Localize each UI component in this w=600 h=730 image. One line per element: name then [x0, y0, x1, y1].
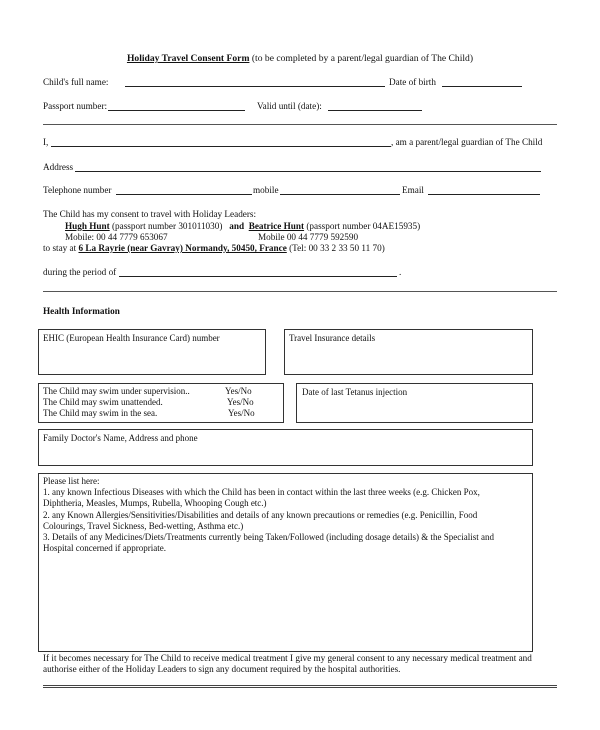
telephone-field[interactable] — [116, 194, 252, 195]
address-label: Address — [43, 162, 74, 172]
list-item-3a: 3. Details of any Medicines/Diets/Treatments currently being Taken/Followed (including dosage details) & the Specialist and — [43, 532, 495, 543]
email-label: Email — [402, 185, 424, 195]
stay-tel: (Tel: 00 33 2 33 50 11 70) — [289, 243, 385, 253]
medical-consent-text — [43, 653, 532, 675]
travel-insurance-label: Travel Insurance details — [289, 333, 376, 343]
mobile-field[interactable] — [280, 194, 400, 195]
passport-label: Passport number: — [43, 101, 108, 111]
leader2-mobile: Mobile 00 44 7779 592590 — [258, 232, 359, 242]
form-subtitle: (to be completed by a parent/legal guardian of The Child) — [251, 53, 474, 64]
stay-line — [43, 243, 385, 253]
period-field[interactable] — [119, 276, 397, 277]
ehic-label: EHIC (European Health Insurance Card) number — [43, 333, 220, 343]
swim-sea-label: The Child may swim in the sea. — [43, 408, 158, 419]
passport-field[interactable] — [108, 110, 245, 111]
valid-until-field[interactable] — [328, 110, 422, 111]
dob-label: Date of birth — [389, 77, 436, 87]
swim-labels — [43, 386, 190, 420]
leaders-line — [65, 221, 420, 231]
child-name-field[interactable] — [125, 86, 385, 87]
leader1-mobile: Mobile: 00 44 7779 653067 — [65, 232, 168, 242]
stay-address: 6 La Rayrie (near Gavray) Normandy, 50450, France — [78, 243, 287, 253]
address-field[interactable] — [75, 171, 541, 172]
ehic-box[interactable] — [38, 329, 266, 375]
list-item-2a: 2. any Known Allergies/Sensitivities/Disabilities and details of any known precautions or remedies (e.g. Penicillin, Food — [43, 509, 478, 520]
guardian-suffix: , am a parent/legal guardian of The Child — [391, 137, 543, 147]
form-title: Holiday Travel Consent Form — [126, 53, 250, 64]
leader1-name: Hugh Hunt — [65, 221, 110, 231]
list-item-1b: Diphtheria, Measles, Mumps, Rubella, Whooping Cough etc.) — [43, 498, 267, 509]
doctor-label: Family Doctor's Name, Address and phone — [43, 433, 198, 443]
stay-prefix: to stay at — [43, 243, 77, 253]
health-heading: Health Information — [43, 306, 120, 316]
tetanus-box[interactable] — [296, 383, 533, 423]
period-label: during the period of — [43, 267, 117, 277]
valid-until-label: Valid until (date): — [257, 101, 322, 111]
swim-box — [38, 383, 284, 423]
swim-supervision-yes-no[interactable]: Yes/No — [225, 386, 252, 396]
footer-divider — [43, 685, 557, 688]
travel-insurance-box[interactable] — [284, 329, 533, 375]
tetanus-label: Date of last Tetanus injection — [302, 387, 408, 397]
list-item-3b: Hospital concerned if appropriate. — [43, 543, 166, 554]
swim-sea-yes-no[interactable]: Yes/No — [228, 408, 255, 419]
consent-line: The Child has my consent to travel with Holiday Leaders: — [43, 209, 257, 219]
form-title-line — [0, 53, 600, 64]
medical-consent-line1: If it becomes necessary for The Child to receive medical treatment I give my general consent to any necessary medical treatment and — [43, 653, 532, 663]
swim-supervision-label: The Child may swim under supervision.. — [43, 386, 190, 396]
doctor-box[interactable] — [38, 429, 533, 466]
leader2-name: Beatrice Hunt — [248, 221, 305, 231]
guardian-name-field[interactable] — [51, 146, 391, 147]
list-heading: Please list here: — [43, 476, 100, 486]
child-name-label: Child's full name: — [43, 77, 109, 87]
section-divider — [43, 291, 557, 292]
list-item-1a: 1. any known Infectious Diseases with which the Child has been in contact within the last three weeks (e.g. Chicken Pox, — [43, 487, 480, 498]
medical-list-box[interactable] — [38, 473, 533, 652]
guardian-i-label: I, — [43, 137, 49, 147]
leader2-passport: (passport number 04AE15935) — [306, 221, 421, 231]
medical-list-text — [43, 476, 494, 554]
leader1-passport: (passport number 301011030) — [111, 221, 223, 231]
and-text: and — [229, 221, 245, 231]
period-end: . — [399, 267, 402, 277]
mobile-label: mobile — [253, 185, 279, 195]
telephone-label: Telephone number — [43, 185, 112, 195]
email-field[interactable] — [428, 194, 540, 195]
medical-consent-line2: authorise either of the Holiday Leaders to sign any document required by the hospital authorities. — [43, 664, 401, 675]
section-divider — [43, 124, 557, 125]
dob-field[interactable] — [442, 86, 522, 87]
swim-unattended-yes-no[interactable]: Yes/No — [227, 397, 254, 408]
swim-answers — [225, 386, 255, 420]
swim-unattended-label: The Child may swim unattended. — [43, 397, 163, 408]
list-item-2b: Colourings, Travel Sickness, Bed-wetting, Asthma etc.) — [43, 520, 244, 531]
